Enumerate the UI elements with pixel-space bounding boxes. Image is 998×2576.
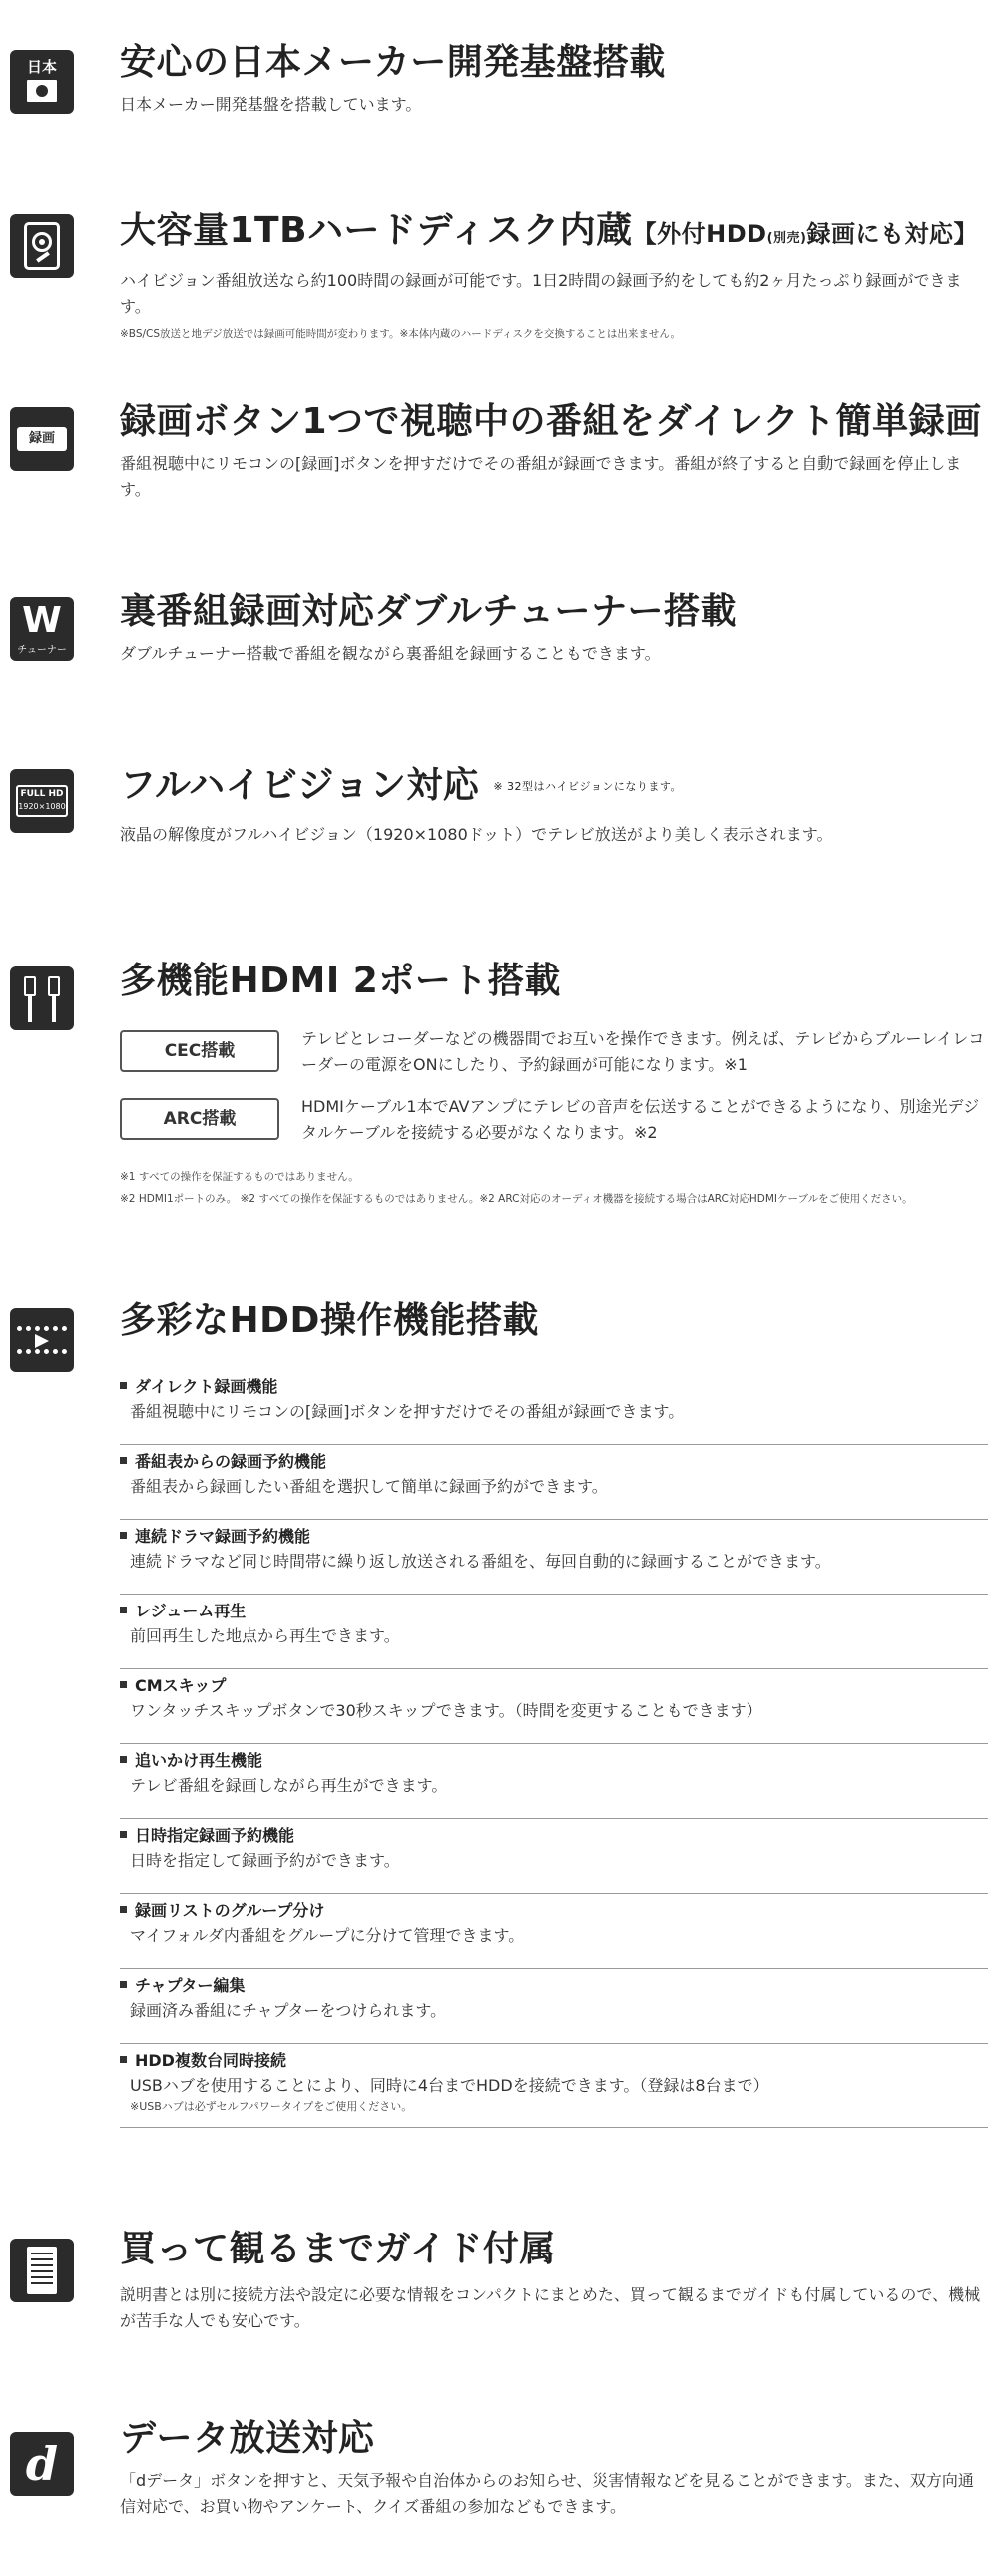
data-d-icon: d <box>10 2432 74 2496</box>
title-note: ※ 32型はハイビジョンになります。 <box>493 780 682 793</box>
hdmi-note-2: ※2 HDMI1ポートのみ。 ※2 すべての操作を保証するものではありません。※2 ARC対応のオーディオ機器を接続する場合はARC対応HDMIケーブルをご使用ください。 <box>120 1193 913 1205</box>
arc-description: HDMIケーブル1本でAVアンプにテレビの音声を伝送することができるようになり、別途光デジタルケーブルを接続する必要がなくなります。※2 <box>301 1097 980 1142</box>
list-item: CMスキップ ワンタッチスキップボタンで30秒スキップできます。（時間を変更することもできます） <box>120 1669 988 1744</box>
list-item: ダイレクト録画機能 番組視聴中にリモコンの[録画]ボタンを押すだけでその番組が録画できます。 <box>120 1370 988 1445</box>
hdd-feature-list <box>120 1370 988 2128</box>
hdmi-note-1: ※1 すべての操作を保証するものではありません。 <box>120 1171 359 1183</box>
section-title: 大容量1TBハードディスク内蔵【外付HDD(別売)録画にも対応】 <box>120 210 978 251</box>
section-title: 安心の日本メーカー開発基盤搭載 <box>120 42 666 83</box>
hard-disk-icon <box>10 214 74 278</box>
cec-tag: CEC搭載 <box>120 1030 279 1072</box>
section-title: 裏番組録画対応ダブルチューナー搭載 <box>120 591 737 632</box>
list-item: 日時指定録画予約機能 日時を指定して録画予約ができます。 <box>120 1819 988 1894</box>
section-description: 液晶の解像度がフルハイビジョン（1920×1080ドット）でテレビ放送がより美しく表示されます。 <box>120 825 833 844</box>
section-description: 日本メーカー開発基盤を搭載しています。 <box>120 95 422 114</box>
section-description: 番組視聴中にリモコンの[録画]ボタンを押すだけでその番組が録画できます。番組が終了すると自動で録画を停止します。 <box>120 454 962 499</box>
cec-description: テレビとレコーダーなどの機器間でお互いを操作できます。例えば、テレビからブルーレイレコーダーの電源をONにしたり、予約録画が可能になります。※1 <box>301 1029 985 1074</box>
guide-document-icon <box>10 2239 74 2302</box>
list-item: チャプター編集 録画済み番組にチャプターをつけられます。 <box>120 1969 988 2044</box>
list-item: 追いかけ再生機能 テレビ番組を録画しながら再生ができます。 <box>120 1744 988 1819</box>
section-note: ※BS/CS放送と地デジ放送では録画可能時間が変わります。※本体内蔵のハードディスクを交換することは出来ません。 <box>120 328 682 340</box>
arc-tag: ARC搭載 <box>120 1098 279 1140</box>
list-item: レジューム再生 前回再生した地点から再生できます。 <box>120 1595 988 1669</box>
list-item: 録画リストのグループ分け マイフォルダ内番組をグループに分けて管理できます。 <box>120 1894 988 1969</box>
section-title: 買って観るまでガイド付属 <box>120 2229 556 2269</box>
section-description: ハイビジョン番組放送なら約100時間の録画が可能です。1日2時間の録画予約をしても約2ヶ月たっぷり録画ができます。 <box>120 271 962 316</box>
double-tuner-icon: W チューナー <box>10 597 74 661</box>
section-description: 「dデータ」ボタンを押すと、天気予報や自治体からのお知らせ、災害情報などを見ることができます。また、双方向通信対応で、お買い物やアンケート、クイズ番組の参加などもできます。 <box>120 2471 974 2516</box>
section-title: 多機能HDMI 2ポート搭載 <box>120 961 561 1001</box>
hdmi-cable-icon <box>10 966 74 1030</box>
full-hd-icon: FULL HD 1920×1080 <box>10 769 74 833</box>
video-film-icon <box>10 1308 74 1372</box>
list-item: HDD複数台同時接続 USBハブを使用することにより、同時に4台までHDDを接続できます。（登録は8台まで） ※USBハブは必ずセルフパワータイプをご使用ください。 <box>120 2044 988 2128</box>
section-title: フルハイビジョン対応 ※ 32型はハイビジョンになります。 <box>120 765 682 806</box>
section-title: データ放送対応 <box>120 2418 375 2459</box>
section-title: 多彩なHDD操作機能搭載 <box>120 1300 539 1341</box>
record-button-icon: 録画 <box>10 407 74 471</box>
list-item: 番組表からの録画予約機能 番組表から録画したい番組を選択して簡単に録画予約ができます。 <box>120 1445 988 1520</box>
list-item: 連続ドラマ録画予約機能 連続ドラマなど同じ時間帯に繰り返し放送される番組を、毎回自動的に録画することができます。 <box>120 1520 988 1595</box>
section-title: 録画ボタン1つで視聴中の番組をダイレクト簡単録画 <box>120 401 982 442</box>
japan-flag-icon: 日本 <box>10 50 74 114</box>
section-description: ダブルチューナー搭載で番組を観ながら裏番組を録画することもできます。 <box>120 644 661 663</box>
section-description: 説明書とは別に接続方法や設定に必要な情報をコンパクトにまとめた、買って観るまでガイドも付属しているので、機械が苦手な人でも安心です。 <box>120 2285 981 2330</box>
